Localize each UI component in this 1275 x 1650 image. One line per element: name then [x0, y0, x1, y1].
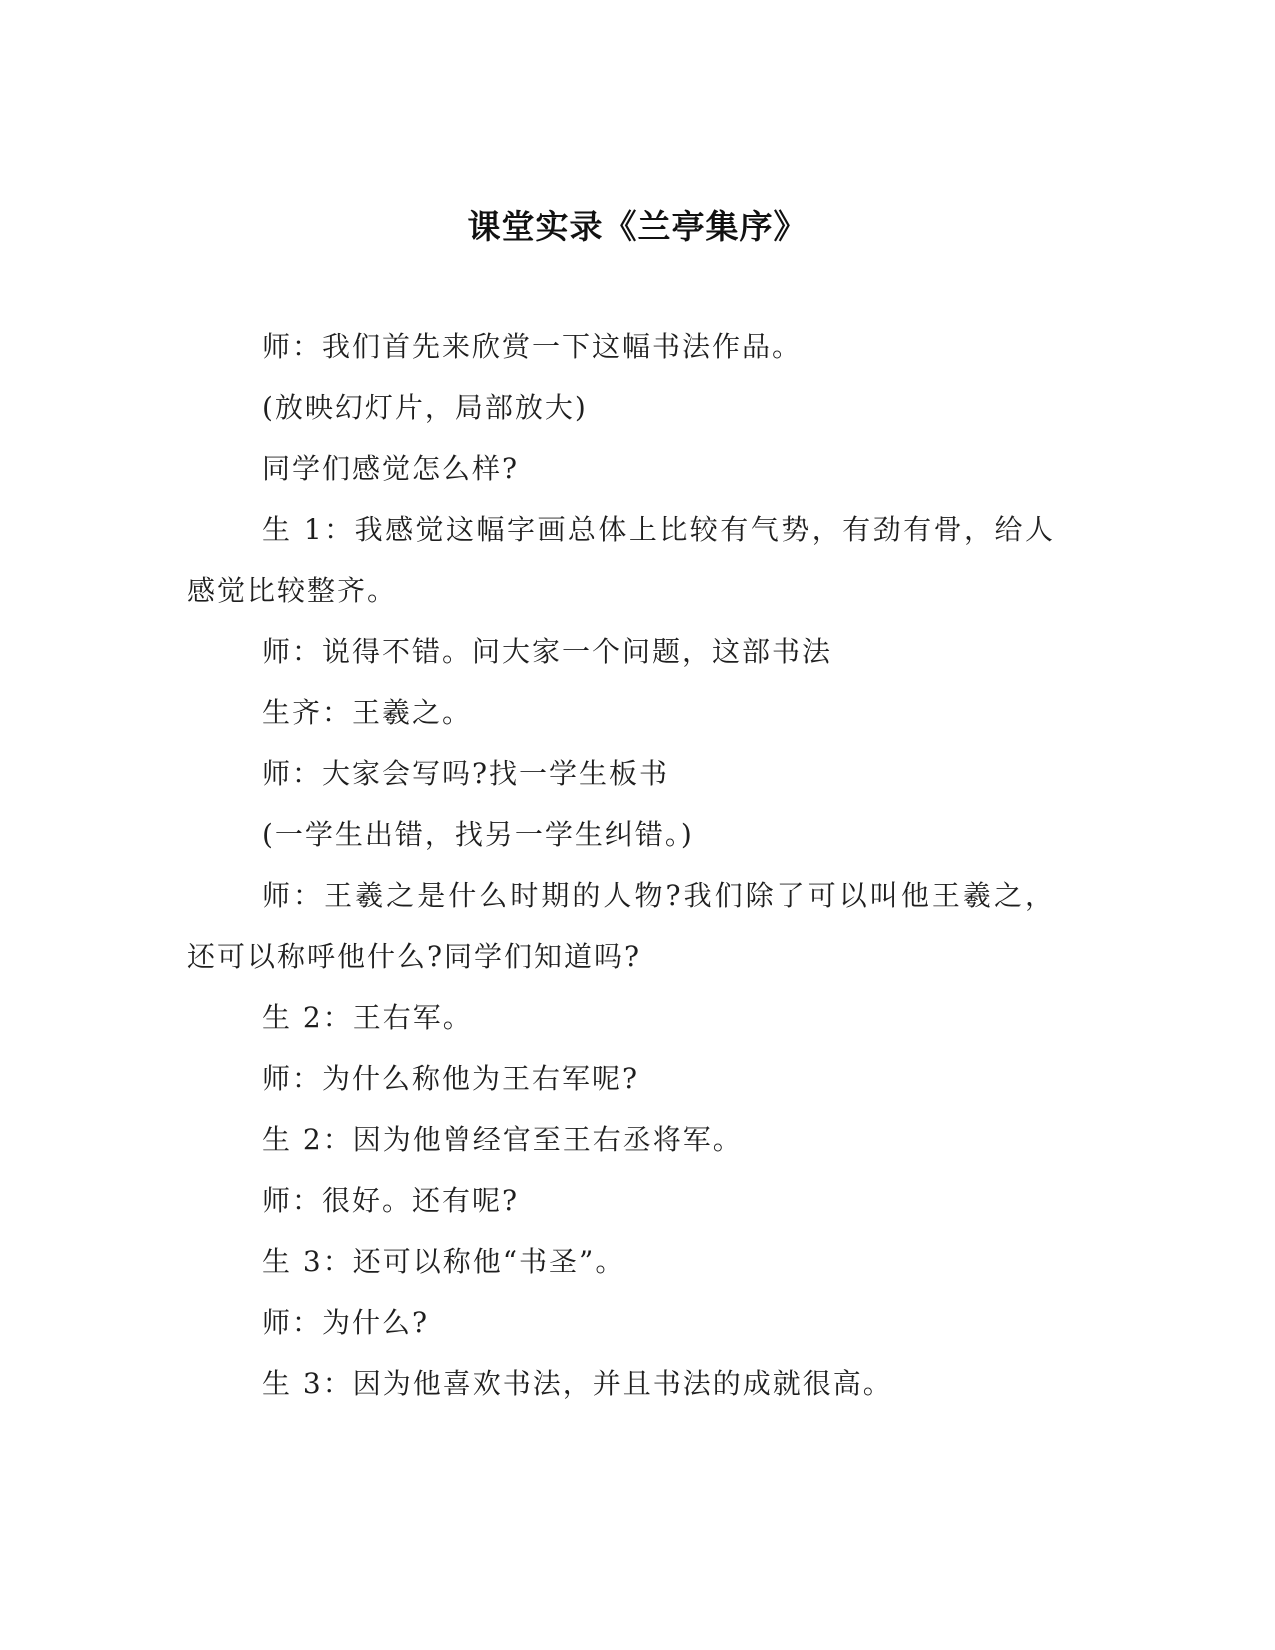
paragraph: (放映幻灯片，局部放大): [262, 391, 588, 424]
paragraph: 生 2：王右军。: [262, 1001, 473, 1034]
paragraph: 师：说得不错。问大家一个问题，这部书法: [262, 635, 833, 668]
paragraph: (一学生出错，找另一学生纠错。): [262, 818, 694, 851]
paragraph: 生 1：我感觉这幅字画总体上比较有气势，有劲有骨，给人感觉比较整齐。: [187, 513, 1055, 607]
paragraph: 生齐：王羲之。: [262, 696, 473, 729]
paragraph: 师：王羲之是什么时期的人物?我们除了可以叫他王羲之，还可以称呼他什么?同学们知道吗?: [187, 879, 1055, 973]
paragraph: 师：我们首先来欣赏一下这幅书法作品。: [262, 330, 803, 363]
paragraph: 生 2：因为他曾经官至王右丞将军。: [262, 1123, 743, 1156]
paragraph: 同学们感觉怎么样?: [262, 452, 520, 485]
paragraph: 师：为什么?: [262, 1306, 430, 1339]
paragraph: 师：为什么称他为王右军呢?: [262, 1062, 640, 1095]
paragraph: 师：大家会写吗?找一学生板书: [262, 757, 670, 790]
document-title: 课堂实录《兰亭集序》: [467, 207, 808, 246]
paragraph: 生 3：因为他喜欢书法，并且书法的成就很高。: [262, 1367, 893, 1400]
paragraph: 生 3：还可以称他“书圣”。: [262, 1245, 626, 1278]
paragraph: 师：很好。还有呢?: [262, 1184, 520, 1217]
document-body: [187, 316, 1055, 1414]
